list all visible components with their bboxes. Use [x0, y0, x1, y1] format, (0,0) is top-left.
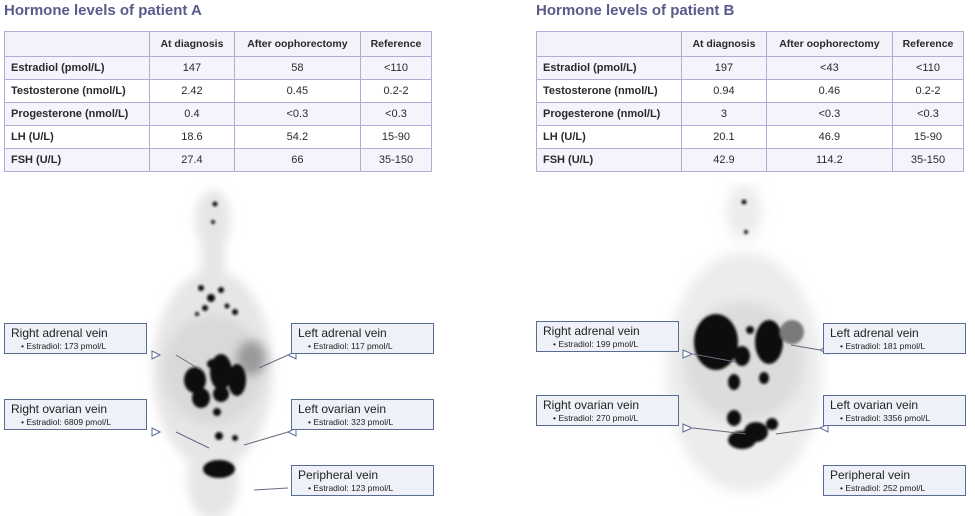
right-adrenal-vein-label: [536, 321, 679, 352]
header-cell: At diagnosis: [682, 32, 767, 57]
label-value: • Estradiol: 199 pmol/L: [543, 339, 672, 350]
table-cell: 15-90: [892, 126, 963, 149]
table-cell: 2.42: [150, 80, 235, 103]
header-cell: Reference: [892, 32, 963, 57]
table-cell: 197: [682, 57, 767, 80]
table-cell: 42.9: [682, 149, 767, 172]
row-label: LH (U/L): [5, 126, 150, 149]
table-cell: <110: [892, 57, 963, 80]
row-label: Progesterone (nmol/L): [5, 103, 150, 126]
table-cell: 0.45: [234, 80, 360, 103]
row-label: Progesterone (nmol/L): [537, 103, 682, 126]
label-value: • Estradiol: 181 pmol/L: [830, 341, 959, 352]
label-value: • Estradiol: 6809 pmol/L: [11, 417, 140, 428]
connector-lines-b: [536, 0, 966, 516]
table-cell: 3: [682, 103, 767, 126]
table-cell: 66: [234, 149, 360, 172]
label-title: Left adrenal vein: [830, 326, 919, 340]
table-cell: 0.94: [682, 80, 767, 103]
table-cell: <0.3: [892, 103, 963, 126]
row-label: Testosterone (nmol/L): [537, 80, 682, 103]
label-title: Peripheral vein: [830, 468, 911, 482]
header-cell: After oophorectomy: [766, 32, 892, 57]
table-cell: 35-150: [892, 149, 963, 172]
label-title: Right adrenal vein: [543, 324, 640, 338]
table-cell: 114.2: [766, 149, 892, 172]
left-ovarian-vein-label: [823, 395, 966, 426]
label-title: Left ovarian vein: [830, 398, 919, 412]
table-cell: 0.2-2: [360, 80, 431, 103]
patient-b-panel: [536, 0, 966, 516]
patient-a-panel: [4, 0, 434, 516]
table-cell: <43: [766, 57, 892, 80]
label-title: Right ovarian vein: [543, 398, 640, 412]
table-cell: 0.46: [766, 80, 892, 103]
table-cell: 35-150: [360, 149, 431, 172]
table-cell: <110: [360, 57, 431, 80]
table-cell: 54.2: [234, 126, 360, 149]
right-ovarian-vein-label: [4, 399, 147, 430]
label-title: Peripheral vein: [298, 468, 379, 482]
table-cell: 46.9: [766, 126, 892, 149]
table-cell: 58: [234, 57, 360, 80]
label-value: • Estradiol: 270 pmol/L: [543, 413, 672, 424]
table-cell: 20.1: [682, 126, 767, 149]
patient-a-title: Hormone levels of patient A: [4, 2, 202, 19]
label-title: Left ovarian vein: [298, 402, 387, 416]
connector-lines-a: [4, 0, 434, 516]
row-label: LH (U/L): [537, 126, 682, 149]
peripheral-vein-label: [291, 465, 434, 496]
label-title: Right adrenal vein: [11, 326, 108, 340]
table-cell: 15-90: [360, 126, 431, 149]
label-value: • Estradiol: 252 pmol/L: [830, 483, 959, 494]
row-label: Estradiol (pmol/L): [537, 57, 682, 80]
left-adrenal-vein-label: [291, 323, 434, 354]
table-cell: 18.6: [150, 126, 235, 149]
label-title: Left adrenal vein: [298, 326, 387, 340]
table-cell: <0.3: [234, 103, 360, 126]
table-cell: <0.3: [766, 103, 892, 126]
header-cell: After oophorectomy: [234, 32, 360, 57]
label-title: Right ovarian vein: [11, 402, 108, 416]
peripheral-vein-label: [823, 465, 966, 496]
row-label: FSH (U/L): [5, 149, 150, 172]
label-value: • Estradiol: 173 pmol/L: [11, 341, 140, 352]
table-cell: 27.4: [150, 149, 235, 172]
table-cell: 0.4: [150, 103, 235, 126]
label-value: • Estradiol: 3356 pmol/L: [830, 413, 959, 424]
label-value: • Estradiol: 123 pmol/L: [298, 483, 427, 494]
header-cell: At diagnosis: [150, 32, 235, 57]
table-cell: <0.3: [360, 103, 431, 126]
left-ovarian-vein-label: [291, 399, 434, 430]
table-cell: 0.2-2: [892, 80, 963, 103]
row-label: FSH (U/L): [537, 149, 682, 172]
left-adrenal-vein-label: [823, 323, 966, 354]
row-label: Estradiol (pmol/L): [5, 57, 150, 80]
row-label: Testosterone (nmol/L): [5, 80, 150, 103]
right-ovarian-vein-label: [536, 395, 679, 426]
table-cell: 147: [150, 57, 235, 80]
right-adrenal-vein-label: [4, 323, 147, 354]
header-cell: Reference: [360, 32, 431, 57]
patient-b-title: Hormone levels of patient B: [536, 2, 735, 19]
label-value: • Estradiol: 323 pmol/L: [298, 417, 427, 428]
label-value: • Estradiol: 117 pmol/L: [298, 341, 427, 352]
